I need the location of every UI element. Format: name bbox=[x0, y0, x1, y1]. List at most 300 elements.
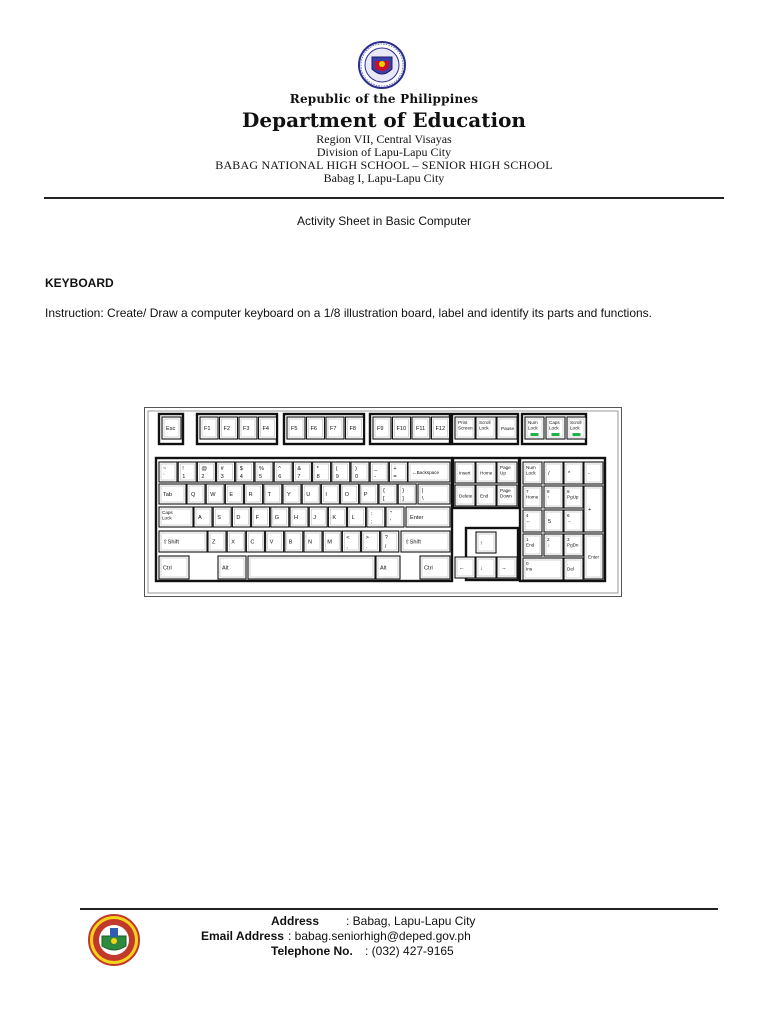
key-cap bbox=[208, 531, 226, 552]
key-rbracket bbox=[398, 484, 416, 504]
footer-phone-row bbox=[271, 944, 454, 958]
key-label-line: Ins bbox=[526, 566, 533, 572]
key-label-line: Lock bbox=[528, 425, 538, 431]
key-num-enter bbox=[584, 534, 603, 579]
key-num2 bbox=[544, 534, 563, 556]
key-d bbox=[232, 507, 250, 527]
key-cap bbox=[159, 462, 177, 482]
key-cap bbox=[236, 462, 254, 482]
key-label: V bbox=[269, 539, 274, 546]
key-label-line: 8 bbox=[547, 489, 550, 494]
key-lctrl bbox=[159, 556, 189, 579]
key-v bbox=[266, 531, 284, 552]
key-label-line: Lock bbox=[479, 425, 489, 431]
key-slash bbox=[381, 531, 399, 552]
key-label: H bbox=[294, 515, 299, 521]
key-label: ← bbox=[459, 565, 465, 572]
key-d0 bbox=[351, 462, 369, 482]
key-cap bbox=[271, 507, 289, 527]
key-label: G bbox=[274, 515, 280, 521]
activity-sheet-title: Activity Sheet in Basic Computer bbox=[296, 214, 472, 228]
address-label: Address bbox=[271, 914, 320, 928]
key-label: Tab bbox=[163, 492, 173, 498]
key-label: F bbox=[255, 515, 260, 521]
key-cap bbox=[225, 484, 243, 504]
key-cap bbox=[227, 531, 245, 552]
key-label-top: ~ bbox=[163, 466, 167, 472]
key-label: Delete bbox=[459, 493, 473, 499]
key-label: C bbox=[250, 539, 255, 546]
key-r bbox=[245, 484, 263, 504]
key-k bbox=[328, 507, 346, 527]
key-label-top: | bbox=[422, 488, 424, 494]
key-b bbox=[285, 531, 303, 552]
key-label: I bbox=[325, 492, 327, 498]
key-label: Ctrl bbox=[424, 565, 433, 572]
key-label-bottom: ] bbox=[402, 496, 404, 502]
key-label-bottom: - bbox=[374, 474, 377, 480]
keyboard-illustration bbox=[144, 407, 622, 597]
key-label-top: ! bbox=[182, 466, 184, 472]
key-label: F7 bbox=[330, 426, 337, 432]
key-num-slash bbox=[544, 462, 563, 484]
key-label-line: Up bbox=[500, 470, 506, 476]
key-f4 bbox=[259, 417, 277, 439]
key-f10 bbox=[393, 417, 411, 439]
republic-heading: Republic of the Philippines bbox=[289, 92, 479, 106]
key-label: ⇧Shift bbox=[405, 539, 421, 546]
key-num-star bbox=[564, 462, 583, 484]
key-label-bottom: 8 bbox=[316, 474, 320, 480]
key-cap bbox=[264, 484, 282, 504]
key-label: / bbox=[548, 471, 550, 477]
key-label: → bbox=[501, 565, 507, 572]
key-label: * bbox=[568, 471, 571, 477]
key-home bbox=[476, 462, 496, 483]
key-cap bbox=[252, 507, 270, 527]
key-t bbox=[264, 484, 282, 504]
key-label-line: Lock bbox=[526, 470, 536, 476]
key-label-line: 0 bbox=[526, 561, 529, 566]
key-label-line: 3 bbox=[567, 537, 570, 542]
key-cap bbox=[245, 484, 263, 504]
key-label-bottom: 9 bbox=[335, 474, 339, 480]
key-a bbox=[194, 507, 212, 527]
key-rctrl bbox=[420, 556, 450, 579]
school-name-line: BABAG NATIONAL HIGH SCHOOL – SENIOR HIGH SCHOOL bbox=[215, 158, 553, 172]
key-cap bbox=[332, 462, 350, 482]
key-label: K bbox=[332, 515, 337, 521]
key-label-line: Page bbox=[500, 488, 511, 493]
key-label-line: Screen bbox=[458, 425, 473, 431]
key-cap bbox=[274, 462, 292, 482]
key-q bbox=[187, 484, 205, 504]
key-insert bbox=[455, 462, 475, 483]
key-cap bbox=[293, 462, 311, 482]
key-label-bottom: / bbox=[384, 544, 387, 550]
key-cap bbox=[213, 507, 231, 527]
key-cap bbox=[386, 507, 404, 527]
key-g bbox=[271, 507, 289, 527]
key-label-top: " bbox=[390, 511, 392, 517]
key-label: F3 bbox=[243, 426, 250, 432]
key-label: J bbox=[313, 515, 316, 521]
key-space bbox=[248, 556, 375, 579]
key-label-line: ↓ bbox=[547, 542, 550, 548]
key-cap bbox=[313, 462, 331, 482]
key-num3 bbox=[564, 534, 583, 556]
key-label: Y bbox=[287, 492, 291, 498]
key-label-top: + bbox=[393, 466, 397, 472]
key-label-line: Lock bbox=[162, 515, 172, 521]
key-enter bbox=[406, 507, 450, 527]
key-u bbox=[302, 484, 320, 504]
key-c bbox=[246, 531, 264, 552]
key-page-down bbox=[497, 485, 517, 506]
key-label-line: 2 bbox=[547, 537, 550, 542]
key-arrow-down bbox=[476, 557, 496, 578]
key-label: ↓ bbox=[480, 565, 483, 572]
key-label-top: : bbox=[370, 511, 373, 517]
key-label: F2 bbox=[223, 426, 231, 432]
key-period bbox=[362, 531, 380, 552]
key-cap bbox=[194, 507, 212, 527]
key-backquote bbox=[159, 462, 177, 482]
key-label-bottom: ' bbox=[390, 519, 392, 525]
key-label-line: ← bbox=[526, 518, 531, 524]
indicator-led bbox=[531, 433, 539, 436]
key-label-line: Caps bbox=[549, 420, 560, 425]
key-label-top: ( bbox=[335, 466, 338, 472]
key-label: 5 bbox=[548, 519, 552, 525]
key-cap bbox=[246, 531, 264, 552]
key-label: Z bbox=[212, 539, 216, 546]
key-label-top: ) bbox=[355, 466, 357, 472]
key-cap bbox=[455, 557, 475, 578]
key-label-line: Scroll bbox=[479, 420, 491, 425]
key-num-minus bbox=[584, 462, 603, 484]
key-cap bbox=[178, 462, 196, 482]
key-label-top: & bbox=[297, 466, 302, 472]
key-label-bottom: ; bbox=[370, 519, 373, 525]
key-cap bbox=[362, 531, 380, 552]
key-f12 bbox=[432, 417, 450, 439]
key-cap bbox=[290, 507, 308, 527]
key-semicolon bbox=[367, 507, 385, 527]
key-label-top: # bbox=[220, 466, 224, 472]
key-label-bottom: [ bbox=[383, 496, 385, 502]
address-value: : Babag, Lapu-Lapu City bbox=[346, 914, 476, 928]
division-line: Division of Lapu-Lapu City bbox=[316, 145, 452, 159]
key-label-bottom: . bbox=[365, 544, 368, 550]
key-cap bbox=[341, 484, 359, 504]
key-label: E bbox=[229, 492, 234, 498]
key-label: L bbox=[351, 515, 355, 521]
key-label-line: Caps bbox=[162, 510, 173, 515]
key-pause bbox=[497, 417, 517, 439]
key-cap bbox=[187, 484, 205, 504]
key-d8 bbox=[313, 462, 331, 482]
key-z bbox=[208, 531, 226, 552]
key-f5 bbox=[287, 417, 305, 439]
key-label-top: < bbox=[346, 535, 350, 541]
key-s bbox=[213, 507, 231, 527]
key-backslash bbox=[418, 484, 450, 504]
key-quote bbox=[386, 507, 404, 527]
key-cap bbox=[197, 462, 215, 482]
key-label: F5 bbox=[291, 426, 298, 432]
phone-value: : (032) 427-9165 bbox=[365, 944, 454, 958]
key-label: U bbox=[306, 492, 311, 498]
footer-address-row bbox=[271, 914, 475, 928]
key-num-dot bbox=[564, 558, 583, 580]
key-cap bbox=[232, 507, 250, 527]
key-f bbox=[252, 507, 270, 527]
key-label: O bbox=[344, 492, 349, 498]
key-label: ⇧Shift bbox=[163, 539, 179, 546]
key-num0 bbox=[523, 558, 563, 580]
key-m bbox=[323, 531, 341, 552]
key-cap bbox=[266, 531, 284, 552]
key-label-top: % bbox=[259, 466, 264, 472]
key-label-line: End bbox=[526, 542, 535, 548]
key-p bbox=[360, 484, 378, 504]
region-line: Region VII, Central Visayas bbox=[316, 132, 452, 146]
key-n bbox=[304, 531, 322, 552]
key-label: T bbox=[267, 492, 272, 498]
key-label: R bbox=[248, 492, 253, 498]
key-label-line: Lock bbox=[570, 425, 580, 431]
keyboard-illustration-svg bbox=[144, 407, 622, 597]
key-e bbox=[225, 484, 243, 504]
key-cap bbox=[304, 531, 322, 552]
key-cap bbox=[342, 531, 360, 552]
key-cap bbox=[248, 556, 375, 579]
key-num5 bbox=[544, 510, 563, 532]
key-cap bbox=[321, 484, 339, 504]
key-d6 bbox=[274, 462, 292, 482]
key-cap bbox=[544, 510, 563, 532]
indicator-led bbox=[573, 433, 581, 436]
key-label-line: Num bbox=[528, 420, 538, 425]
key-num7 bbox=[523, 486, 542, 508]
key-cap bbox=[351, 462, 369, 482]
key-d1 bbox=[178, 462, 196, 482]
key-arrow-left bbox=[455, 557, 475, 578]
key-label: D bbox=[236, 515, 241, 521]
key-cap bbox=[476, 557, 496, 578]
key-end bbox=[476, 485, 496, 506]
key-delete bbox=[455, 485, 475, 506]
key-label: F9 bbox=[377, 426, 384, 432]
key-num-lock-led bbox=[525, 417, 544, 439]
key-label-top: ? bbox=[384, 535, 388, 541]
key-num-lock bbox=[523, 462, 542, 484]
key-lbracket bbox=[379, 484, 397, 504]
key-label-line: Scroll bbox=[570, 420, 582, 425]
key-label-top: ^ bbox=[278, 466, 281, 472]
department-heading: Department of Education bbox=[242, 108, 526, 132]
key-label-bottom: 7 bbox=[297, 474, 301, 480]
header-divider bbox=[44, 197, 724, 199]
key-f7 bbox=[326, 417, 344, 439]
key-num4 bbox=[523, 510, 542, 532]
key-label: + bbox=[588, 507, 592, 513]
key-label-bottom: 4 bbox=[239, 474, 243, 480]
key-label-top: } bbox=[402, 488, 405, 494]
email-label: Email Address bbox=[201, 929, 284, 943]
key-num-plus bbox=[584, 486, 603, 532]
key-cap bbox=[584, 462, 603, 484]
key-scroll-lock bbox=[476, 417, 496, 439]
key-label: Q bbox=[191, 492, 196, 498]
key-label-line: 4 bbox=[526, 513, 529, 518]
key-cap bbox=[348, 507, 366, 527]
key-label: B bbox=[288, 539, 293, 546]
key-cap bbox=[360, 484, 378, 504]
key-label-line: Page bbox=[500, 465, 511, 470]
key-page-up bbox=[497, 462, 517, 483]
key-cap bbox=[370, 462, 388, 482]
key-lshift bbox=[159, 531, 207, 552]
key-label-line: Print bbox=[458, 420, 468, 425]
key-comma bbox=[342, 531, 360, 552]
key-label-top: > bbox=[365, 535, 369, 541]
key-label-bottom: = bbox=[393, 474, 397, 480]
key-d3 bbox=[217, 462, 235, 482]
key-num6 bbox=[564, 510, 583, 532]
key-equals bbox=[389, 462, 407, 482]
key-x bbox=[227, 531, 245, 552]
key-num8 bbox=[544, 486, 563, 508]
key-label: F10 bbox=[396, 426, 407, 432]
key-label-line: 6 bbox=[567, 513, 570, 518]
topic-heading: KEYBOARD bbox=[45, 276, 114, 290]
key-arrow-right bbox=[497, 557, 517, 578]
key-label: End bbox=[480, 493, 489, 499]
email-value: : babag.seniorhigh@deped.gov.ph bbox=[288, 929, 471, 943]
deped-seal-icon bbox=[358, 41, 406, 89]
key-d7 bbox=[293, 462, 311, 482]
key-cap bbox=[309, 507, 327, 527]
school-address-line: Babag I, Lapu-Lapu City bbox=[323, 171, 445, 185]
key-d4 bbox=[236, 462, 254, 482]
key-label: X bbox=[231, 539, 235, 546]
phone-label: Telephone No. bbox=[271, 944, 353, 958]
key-label: F6 bbox=[310, 426, 318, 432]
key-ralt bbox=[376, 556, 400, 579]
key-label-line: . bbox=[567, 561, 569, 566]
key-cap bbox=[302, 484, 320, 504]
key-d9 bbox=[332, 462, 350, 482]
key-label: Insert bbox=[459, 470, 471, 476]
key-label: Alt bbox=[222, 565, 229, 572]
key-cap bbox=[217, 462, 235, 482]
key-h bbox=[290, 507, 308, 527]
key-label-line: → bbox=[567, 518, 572, 524]
key-label: Enter bbox=[410, 515, 424, 521]
key-label: P bbox=[363, 492, 368, 498]
key-cap bbox=[323, 531, 341, 552]
key-label: M bbox=[327, 539, 332, 546]
key-num9 bbox=[564, 486, 583, 508]
key-label-bottom: 5 bbox=[259, 474, 263, 480]
key-label-bottom: 2 bbox=[201, 474, 205, 480]
key-label: Pause bbox=[501, 426, 515, 431]
key-label: F4 bbox=[262, 426, 270, 432]
key-j bbox=[309, 507, 327, 527]
key-f3 bbox=[239, 417, 257, 439]
key-label-line: Lock bbox=[549, 425, 559, 431]
key-label: N bbox=[308, 539, 313, 546]
key-caps-lock bbox=[159, 507, 193, 527]
key-label-top: @ bbox=[201, 466, 208, 472]
key-label-bottom: 6 bbox=[278, 474, 282, 480]
key-lalt bbox=[218, 556, 246, 579]
key-label: A bbox=[198, 515, 202, 521]
key-i bbox=[321, 484, 339, 504]
key-label: ←Backspace bbox=[412, 470, 440, 475]
key-f1 bbox=[200, 417, 218, 439]
key-w bbox=[206, 484, 224, 504]
key-label-line: Del bbox=[567, 566, 574, 572]
key-label-line: Down bbox=[500, 493, 512, 499]
footer-email-row bbox=[201, 929, 471, 943]
key-label-line: Num bbox=[526, 465, 536, 470]
key-label: Ctrl bbox=[163, 565, 172, 572]
key-cap bbox=[564, 462, 583, 484]
key-label-bottom: 1 bbox=[182, 474, 186, 480]
key-esc bbox=[162, 417, 181, 439]
key-label-line: 7 bbox=[526, 489, 529, 494]
key-label-top: * bbox=[316, 466, 319, 472]
instruction-text: Instruction: Create/ Draw a computer keyboard on a 1/8 illustration board, label and identify its parts and functions. bbox=[45, 306, 652, 320]
key-o bbox=[341, 484, 359, 504]
key-label-line: PgDn bbox=[567, 542, 579, 548]
key-caps-lock-led bbox=[546, 417, 565, 439]
key-minus bbox=[370, 462, 388, 482]
key-d2 bbox=[197, 462, 215, 482]
key-tab bbox=[159, 484, 186, 504]
key-cap bbox=[381, 531, 399, 552]
key-label: F1 bbox=[204, 426, 211, 432]
key-label-top: _ bbox=[374, 466, 378, 472]
key-f2 bbox=[220, 417, 238, 439]
indicator-led bbox=[552, 433, 560, 436]
key-label-line: ↑ bbox=[547, 494, 550, 500]
key-y bbox=[283, 484, 301, 504]
footer-divider bbox=[80, 908, 718, 910]
key-label: W bbox=[210, 492, 216, 498]
key-label: - bbox=[588, 471, 590, 477]
key-cap bbox=[497, 557, 517, 578]
key-arrow-up bbox=[476, 532, 496, 553]
key-backspace bbox=[408, 462, 450, 482]
key-label-bottom: ` bbox=[163, 474, 165, 480]
key-label-line: PgUp bbox=[567, 494, 579, 500]
key-label: F11 bbox=[416, 426, 426, 432]
babag-nhs-logo-icon bbox=[84, 914, 144, 966]
key-print-screen bbox=[455, 417, 475, 439]
key-label-bottom: 0 bbox=[355, 474, 359, 480]
key-cap bbox=[285, 531, 303, 552]
key-num1 bbox=[523, 534, 542, 556]
key-cap bbox=[367, 507, 385, 527]
key-label-bottom: , bbox=[346, 544, 348, 550]
key-cap bbox=[476, 532, 496, 553]
key-label: Alt bbox=[380, 565, 387, 572]
key-cap bbox=[328, 507, 346, 527]
